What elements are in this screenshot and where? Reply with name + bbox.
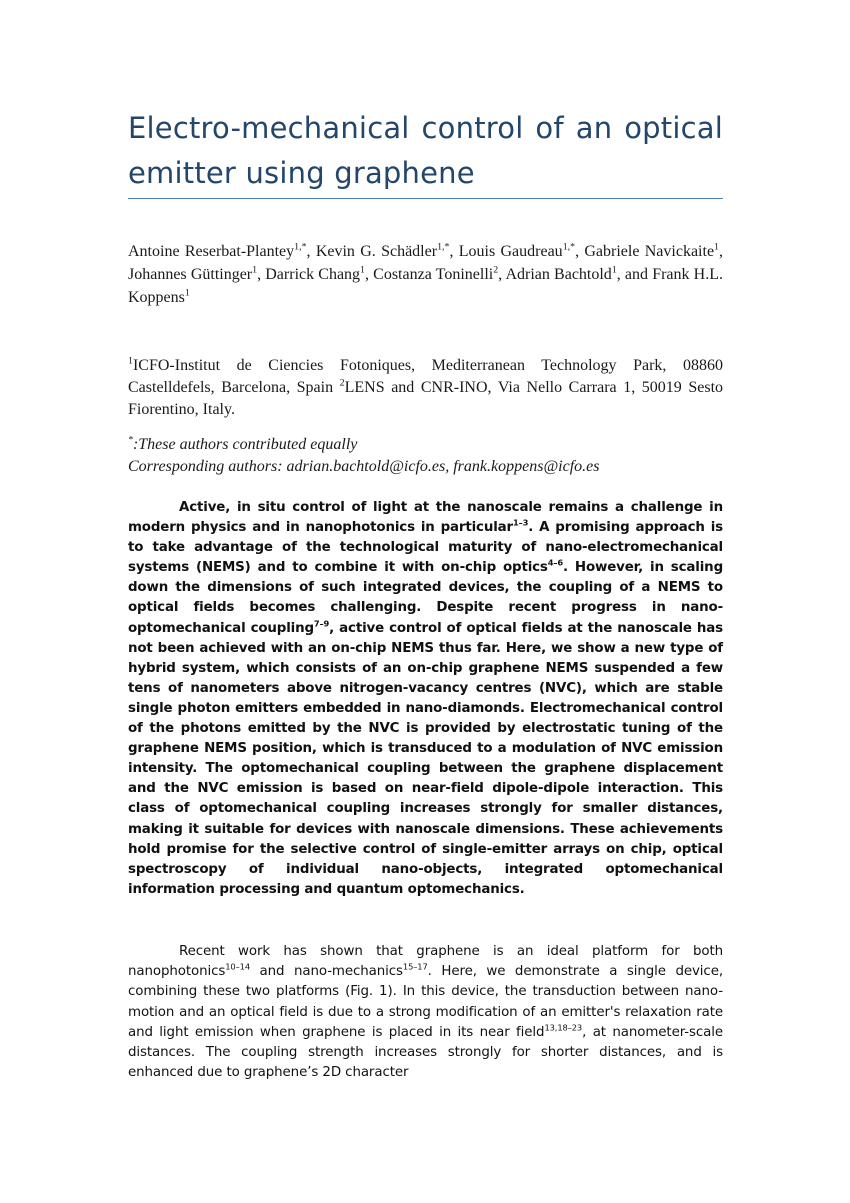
citation-ref[interactable]: 15–17	[402, 961, 428, 972]
author-affiliation-mark: 1	[184, 287, 190, 299]
affiliation-1-mark: 1	[128, 355, 133, 367]
author-affiliation-mark: 1,*	[437, 241, 450, 253]
body-paragraph	[128, 942, 723, 1083]
corresponding-authors[interactable]: Corresponding authors: adrian.bachtold@icfo.es, frank.koppens@icfo.es	[128, 458, 600, 475]
author-name: Antoine Reserbat-Plantey	[128, 243, 295, 260]
citation-ref[interactable]: 13,18–23	[544, 1022, 583, 1033]
text-run: Active, in situ control of light at the nanoscale remains a challenge in modern physics and in nanophotonics in particular	[128, 500, 723, 536]
author-affiliation-mark: 1,*	[562, 241, 576, 253]
text-run: , active control of optical fields at the nanoscale has not been achieved with an on-chip NEMS thus far. Here, we show a new type of hybrid system, which consists of an on-chip graphene NEMS suspended a few tens of nanometers above nitrogen-vacancy centres (NVC), which are stable single photon emitters embedded in nano-diamonds. Electromechanical control of the photons emitted by the NVC is provided by electrostatic tuning of the graphene NEMS position, which is transduced to a modulation of NVC emission intensity. The optomechanical coupling between the graphene displacement and the NVC emission is based on near-field dipole-dipole interaction. This class of optomechanical coupling increases strongly for smaller distances, making it suitable for devices with nanoscale dimensions. These achievements hold promise for the selective control of single-emitter arrays on chip, optical spectroscopy of individual nano-objects, integrated optomechanical information processing and quantum optomechanics.	[128, 620, 723, 897]
author-name: Darrick Chang	[265, 266, 361, 283]
text-run: Recent work has shown that graphene is an ideal platform for both nanophotonics	[128, 944, 723, 980]
author-name: Costanza Toninelli	[373, 266, 494, 283]
author-name: Louis Gaudreau	[458, 243, 563, 260]
abstract	[128, 498, 723, 900]
author-name: Kevin G. Schädler	[315, 243, 438, 260]
author-separator: ,	[449, 243, 459, 260]
author-name: Frank H.L. Koppens	[128, 266, 723, 306]
author-name: Gabriele Navickaite	[584, 243, 715, 260]
author-separator: ,	[575, 243, 585, 260]
text-run: . A promising approach is to take advantage of the technological maturity of nano-electromechanical systems (NEMS) and to combine it with on-chip optics	[128, 520, 723, 576]
author-notes	[128, 434, 723, 478]
author-list	[128, 240, 723, 309]
affiliation-1: ICFO-Institut de Ciencies Fotoniques, Mediterranean Technology Park, 08860 Castelldefels, Barcelona, Spain	[128, 357, 723, 396]
citation-ref[interactable]: 1–3	[513, 517, 529, 528]
text-run: and nano-mechanics	[250, 964, 403, 980]
author-name: Adrian Bachtold	[505, 266, 612, 283]
author-separator: ,	[498, 266, 506, 283]
author-affiliation-mark: 1	[611, 264, 617, 276]
author-affiliation-mark: 2	[493, 264, 499, 276]
text-run: . Here, we demonstrate a single device, combining these two platforms (Fig. 1). In this device, the transduction between nano-motion and an optical field is due to a strong modification of an emitter's relaxation rate and light emission when graphene is placed in its near field	[128, 964, 723, 1040]
author-name: Johannes Güttinger	[128, 266, 253, 283]
equal-contribution-note: *:These authors contributed equally	[128, 434, 358, 453]
author-affiliation-mark: 1	[360, 264, 365, 276]
citation-ref[interactable]: 10–14	[225, 961, 251, 972]
citation-ref[interactable]: 4–6	[547, 557, 564, 568]
paper-title: Electro-mechanical control of an optical emitter using graphene	[128, 111, 723, 190]
author-affiliation-mark: 1,*	[294, 241, 307, 253]
affiliations	[128, 355, 723, 421]
affiliation-2-mark: 2	[339, 377, 345, 389]
author-separator: ,	[719, 243, 723, 260]
author-separator: ,	[365, 266, 374, 283]
citation-ref[interactable]: 7–9	[313, 618, 330, 629]
author-separator: ,	[306, 243, 316, 260]
affiliation-2: LENS and CNR-INO, Via Nello Carrara 1, 50019 Sesto Fiorentino, Italy.	[128, 379, 724, 418]
author-affiliation-mark: 1	[714, 241, 719, 253]
author-separator: ,	[257, 266, 266, 283]
author-separator: , and	[616, 266, 653, 283]
text-run: . However, in scaling down the dimensions of such integrated devices, the coupling of a NEMS to optical fields becomes challenging. Despite recent progress in nano-optomechanical coupling	[128, 560, 723, 636]
author-affiliation-mark: 1	[252, 264, 258, 276]
text-run: , at nanometer-scale distances. The coupling strength increases strongly for shorter distances, and is enhanced due to graphene’s 2D character	[128, 1024, 724, 1081]
equal-contribution-mark: *	[128, 434, 133, 446]
title-rule	[128, 198, 723, 199]
